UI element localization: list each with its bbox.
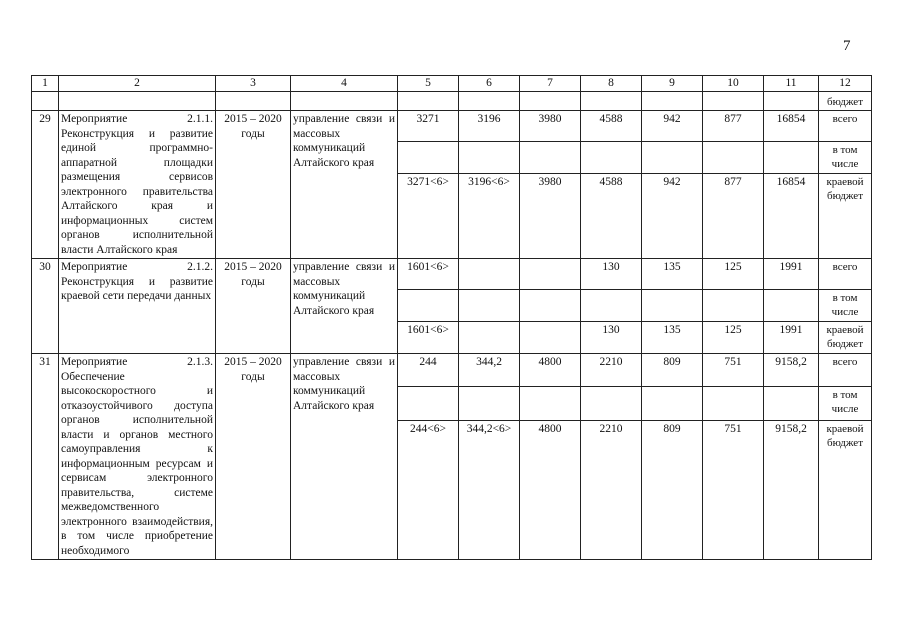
value-cell: 751 <box>703 354 764 387</box>
executor-cell: управление связи и массовых коммуникаций Алтайского края <box>291 259 398 354</box>
value-cell: 9158,2 <box>764 420 819 559</box>
budget-label: всего <box>819 354 872 387</box>
budget-label: бюджет <box>819 92 872 111</box>
header-cell: 10 <box>703 76 764 92</box>
value-cell: 4800 <box>520 420 581 559</box>
value-cell: 942 <box>642 174 703 259</box>
value-cell: 244<6> <box>398 420 459 559</box>
value-cell: 942 <box>642 111 703 142</box>
budget-label: всего <box>819 259 872 290</box>
header-cell: 2 <box>59 76 216 92</box>
header-row <box>32 76 872 92</box>
budget-label: всего <box>819 111 872 142</box>
value-cell: 3271<6> <box>398 174 459 259</box>
value-cell: 877 <box>703 174 764 259</box>
header-cell: 8 <box>581 76 642 92</box>
value-cell: 809 <box>642 420 703 559</box>
value-cell: 751 <box>703 420 764 559</box>
value-cell: 4800 <box>520 354 581 387</box>
value-cell: 16854 <box>764 174 819 259</box>
table-row <box>32 111 872 142</box>
column-number-header <box>32 76 872 92</box>
value-cell: 3196 <box>459 111 520 142</box>
value-cell: 1991 <box>764 259 819 290</box>
header-cell: 7 <box>520 76 581 92</box>
years-cell: 2015 – 2020 годы <box>216 111 291 259</box>
value-cell: 1991 <box>764 322 819 354</box>
budget-label: краевой бюджет <box>819 420 872 559</box>
budget-table <box>31 75 872 560</box>
value-cell: 135 <box>642 322 703 354</box>
executor-cell: управление связи и массовых коммуникаций Алтайского края <box>291 354 398 560</box>
executor-cell: управление связи и массовых коммуникаций Алтайского края <box>291 111 398 259</box>
header-cell: 1 <box>32 76 59 92</box>
header-cell: 6 <box>459 76 520 92</box>
value-cell: 344,2<6> <box>459 420 520 559</box>
value-cell: 2210 <box>581 420 642 559</box>
value-cell: 1601<6> <box>398 259 459 290</box>
value-cell <box>520 259 581 290</box>
carry-over-row <box>32 92 872 111</box>
value-cell: 344,2 <box>459 354 520 387</box>
value-cell: 130 <box>581 259 642 290</box>
page-number: 7 <box>843 38 851 54</box>
value-cell: 3271 <box>398 111 459 142</box>
value-cell: 2210 <box>581 354 642 387</box>
budget-label: краевой бюджет <box>819 174 872 259</box>
value-cell: 125 <box>703 259 764 290</box>
header-cell: 12 <box>819 76 872 92</box>
measure-name: Мероприятие 2.1.3. Обеспечение высокоскоростного и отказоустойчивого доступа органов исполнительной власти и органов местного самоуправления к информационным ресурсам и сервисам электронного правительства, системе межведомственного электронного взаимодействия, в том числе приобретение необходимого <box>59 354 216 560</box>
years-cell: 2015 – 2020 годы <box>216 354 291 560</box>
value-cell: 9158,2 <box>764 354 819 387</box>
header-cell: 5 <box>398 76 459 92</box>
table-row <box>32 259 872 290</box>
value-cell: 3980 <box>520 111 581 142</box>
years-cell: 2015 – 2020 годы <box>216 259 291 354</box>
budget-label: в том числе <box>819 142 872 174</box>
value-cell <box>520 322 581 354</box>
row-number: 31 <box>32 354 59 560</box>
budget-label: в том числе <box>819 386 872 420</box>
value-cell: 4588 <box>581 174 642 259</box>
header-cell: 11 <box>764 76 819 92</box>
header-cell: 9 <box>642 76 703 92</box>
value-cell: 16854 <box>764 111 819 142</box>
value-cell: 1601<6> <box>398 322 459 354</box>
value-cell: 130 <box>581 322 642 354</box>
measure-name: Мероприятие 2.1.2. Реконструкция и развитие краевой сети передачи данных <box>59 259 216 354</box>
value-cell <box>459 322 520 354</box>
value-cell: 135 <box>642 259 703 290</box>
value-cell: 3196<6> <box>459 174 520 259</box>
header-cell: 3 <box>216 76 291 92</box>
row-number: 30 <box>32 259 59 354</box>
value-cell <box>459 259 520 290</box>
value-cell: 877 <box>703 111 764 142</box>
value-cell: 244 <box>398 354 459 387</box>
value-cell: 3980 <box>520 174 581 259</box>
measure-name: Мероприятие 2.1.1. Реконструкция и развитие единой программно-аппаратной площадки размещения сервисов электронного правительства Алтайского края и информационных систем органов исполнительной власти Алтайского края <box>59 111 216 259</box>
value-cell: 125 <box>703 322 764 354</box>
value-cell: 4588 <box>581 111 642 142</box>
budget-label: в том числе <box>819 290 872 322</box>
header-cell: 4 <box>291 76 398 92</box>
value-cell: 809 <box>642 354 703 387</box>
budget-label: краевой бюджет <box>819 322 872 354</box>
row-number: 29 <box>32 111 59 259</box>
table-row <box>32 354 872 387</box>
